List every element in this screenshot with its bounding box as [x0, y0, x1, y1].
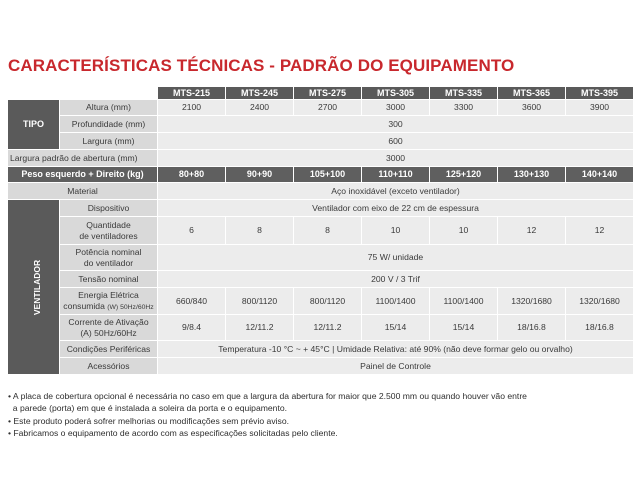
table-cell: 90+90: [226, 167, 294, 183]
table-cell: 3000: [362, 100, 430, 116]
table-cell: Ventilador com eixo de 22 cm de espessura: [158, 200, 634, 217]
table-cell: 75 W/ unidade: [158, 245, 634, 271]
row-label: Corrente de Ativação (A) 50Hz/60Hz: [60, 315, 158, 341]
table-cell: 3300: [430, 100, 498, 116]
row-label: Largura (mm): [60, 133, 158, 150]
table-cell: 105+100: [294, 167, 362, 183]
table-cell: 12: [498, 217, 566, 245]
table-cell: 1100/1400: [430, 288, 498, 315]
group-tipo: TIPO: [8, 100, 60, 150]
row-peso: [8, 167, 634, 183]
table-cell: 8: [294, 217, 362, 245]
table-cell: 1100/1400: [362, 288, 430, 315]
row-corrente: [8, 315, 634, 341]
row-label: Altura (mm): [60, 100, 158, 116]
row-dispositivo: [8, 200, 634, 217]
table-cell: Painel de Controle: [158, 358, 634, 375]
table-cell: 3000: [158, 150, 634, 167]
table-cell: 200 V / 3 Trif: [158, 271, 634, 288]
footnote: • Fabricamos o equipamento de acordo com as especificações solicitadas pelo cliente.: [8, 427, 338, 438]
table-cell: 15/14: [362, 315, 430, 341]
footnote: • Este produto poderá sofrer melhorias ou modificações sem prévio aviso.: [8, 415, 290, 426]
group-ventilador: [8, 200, 60, 375]
row-acessorios: [8, 358, 634, 375]
row-label: Energia Elétrica consumida (W) 50Hz/60Hz: [60, 288, 158, 315]
table-cell: 8: [226, 217, 294, 245]
table-cell: 2700: [294, 100, 362, 116]
table-cell: 18/16.8: [566, 315, 634, 341]
row-label: Peso esquerdo + Direito (kg): [8, 167, 158, 183]
row-label: Profundidade (mm): [60, 116, 158, 133]
table-cell: 18/16.8: [498, 315, 566, 341]
table-cell: 660/840: [158, 288, 226, 315]
table-cell: Temperatura -10 °C ~ + 45°C | Umidade Relativa: até 90% (não deve formar gelo ou orvalho): [158, 341, 634, 358]
row-label: Potência nominal do ventilador: [60, 245, 158, 271]
footnote: a parede (porta) em que é instalada a soleira da porta e o equipamento.: [8, 403, 287, 414]
row-label: Condições Periféricas: [60, 341, 158, 358]
spec-table: [7, 86, 634, 375]
table-cell: 6: [158, 217, 226, 245]
table-cell: 1320/1680: [498, 288, 566, 315]
page-title: CARACTERÍSTICAS TÉCNICAS - PADRÃO DO EQUIPAMENTO: [8, 56, 515, 75]
table-cell: 3900: [566, 100, 634, 116]
table-cell: 125+120: [430, 167, 498, 183]
table-cell: 10: [362, 217, 430, 245]
model-header-row: [8, 87, 634, 100]
table-cell: 140+140: [566, 167, 634, 183]
table-cell: 3600: [498, 100, 566, 116]
table-cell: 10: [430, 217, 498, 245]
row-altura: [8, 100, 634, 116]
table-cell: 9/8.4: [158, 315, 226, 341]
row-label: Material: [8, 183, 158, 200]
table-cell: 2400: [226, 100, 294, 116]
row-largura-abertura: [8, 150, 634, 167]
table-cell: 800/1120: [226, 288, 294, 315]
table-cell: Aço inoxidável (exceto ventilador): [158, 183, 634, 200]
model-header: MTS-305: [362, 87, 430, 100]
model-header: MTS-275: [294, 87, 362, 100]
table-cell: 130+130: [498, 167, 566, 183]
row-material: [8, 183, 634, 200]
group-ventilador-label: VENTILADOR: [32, 259, 43, 315]
table-cell: 12: [566, 217, 634, 245]
table-cell: 300: [158, 116, 634, 133]
table-cell: 600: [158, 133, 634, 150]
row-label: Acessórios: [60, 358, 158, 375]
row-potencia: [8, 245, 634, 271]
model-header: MTS-245: [226, 87, 294, 100]
table-cell: 2100: [158, 100, 226, 116]
row-energia: [8, 288, 634, 315]
table-cell: 12/11.2: [226, 315, 294, 341]
row-profundidade: [8, 116, 634, 133]
table-cell: 80+80: [158, 167, 226, 183]
table-cell: 15/14: [430, 315, 498, 341]
row-quantidade: [8, 217, 634, 245]
model-header: MTS-335: [430, 87, 498, 100]
model-header: MTS-365: [498, 87, 566, 100]
row-label: Tensão nominal: [60, 271, 158, 288]
table-cell: 1320/1680: [566, 288, 634, 315]
row-tensao: [8, 271, 634, 288]
table-cell: 110+110: [362, 167, 430, 183]
table-cell: 12/11.2: [294, 315, 362, 341]
footnote: • A placa de cobertura opcional é necessária no caso em que a largura da abertura for maior que 2.500 mm ou quando houver vão entre: [8, 391, 527, 401]
row-largura: [8, 133, 634, 150]
table-cell: 800/1120: [294, 288, 362, 315]
row-label: Quantidade de ventiladores: [60, 217, 158, 245]
footnotes: [8, 390, 634, 439]
row-label: Dispositivo: [60, 200, 158, 217]
model-header: MTS-395: [566, 87, 634, 100]
row-condicoes: [8, 341, 634, 358]
model-header: MTS-215: [158, 87, 226, 100]
row-label: Largura padrão de abertura (mm): [8, 150, 158, 167]
